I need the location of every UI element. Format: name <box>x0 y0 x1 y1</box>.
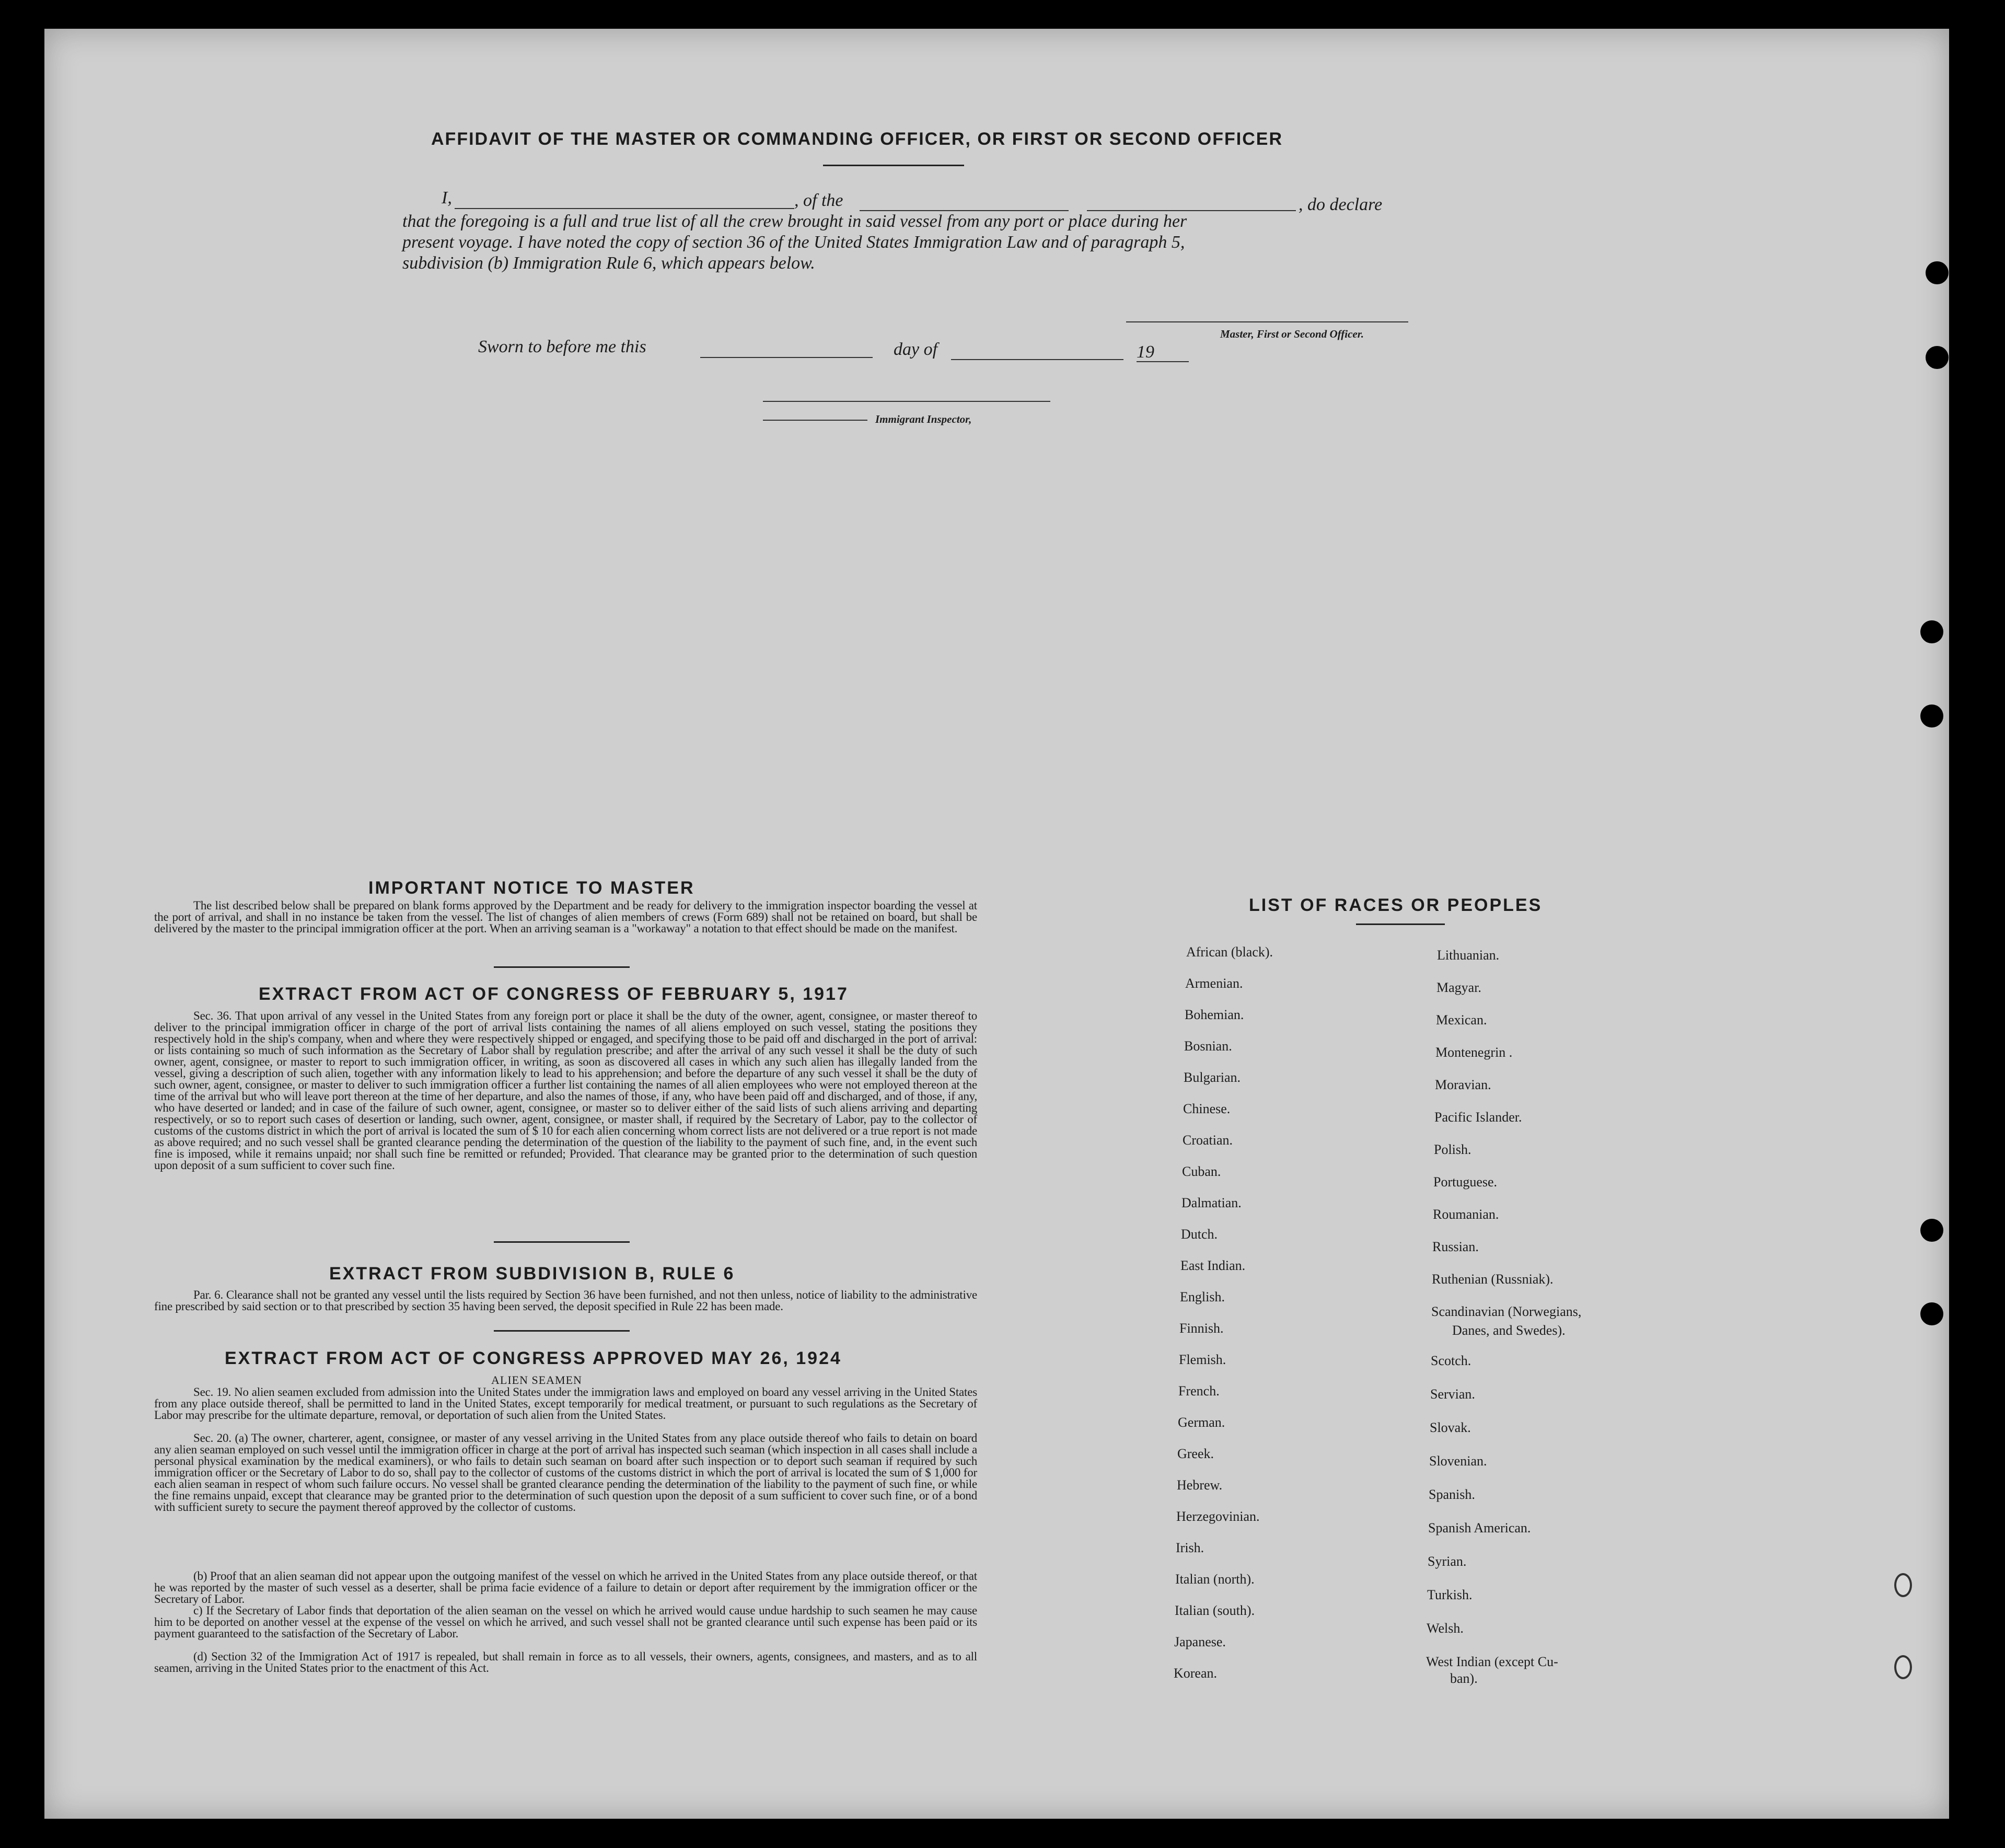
race-item: Bohemian. <box>1185 1007 1244 1022</box>
notice-rule <box>494 966 630 968</box>
race-item: Slovak. <box>1430 1420 1471 1435</box>
race-item: Syrian. <box>1428 1554 1467 1569</box>
punch-hole-ring <box>1894 1655 1912 1679</box>
race-item: Pacific Islander. <box>1434 1110 1522 1125</box>
race-item: Portuguese. <box>1433 1174 1498 1189</box>
race-item: Slovenian. <box>1429 1453 1487 1469</box>
vessel-name-line-2[interactable] <box>1087 210 1296 211</box>
declarant-name-line[interactable] <box>455 208 794 209</box>
race-item: Scandinavian (Norwegians, <box>1431 1304 1582 1319</box>
affidavit-line-1: that the foregoing is a full and true list of all the crew brought in said vessel from any port or place during her <box>402 212 1187 231</box>
extract-rule6-title: EXTRACT FROM SUBDIVISION B, RULE 6 <box>329 1264 735 1284</box>
punch-hole <box>1926 346 1949 369</box>
race-item: Turkish. <box>1427 1587 1473 1602</box>
punch-hole <box>1920 704 1943 727</box>
notice-text: The list described below shall be prepared on blank forms approved by the Department and be ready for delivery to the immigration inspector boarding the vessel at the port of arrival, and shall in no instance be taken from the vessel. The list of changes of alien members of crews (Form 689) shall not be retained on board, but shall be delivered by the master to the principal immigration officer at the port. When an arriving seaman is a "workaway" a notation to that effect should be made on the manifest. <box>154 899 977 935</box>
race-item: Cuban. <box>1182 1164 1221 1179</box>
race-item: Irish. <box>1176 1540 1204 1555</box>
master-signature-label: Master, First or Second Officer. <box>1220 328 1364 340</box>
affidavit-title: AFFIDAVIT OF THE MASTER OR COMMANDING OFFICER, OR FIRST OR SECOND OFFICER <box>431 129 1283 149</box>
affidavit-do-declare-label: , do declare <box>1299 195 1383 214</box>
race-item: Spanish American. <box>1428 1520 1531 1535</box>
race-item: Flemish. <box>1179 1352 1226 1367</box>
race-item: Magyar. <box>1436 980 1481 995</box>
race-item: Hebrew. <box>1177 1477 1223 1493</box>
race-item: German. <box>1178 1415 1225 1430</box>
race-item: Armenian. <box>1185 976 1243 991</box>
races-title-rule <box>1356 923 1445 925</box>
race-item: Servian. <box>1430 1387 1475 1402</box>
sworn-day-line[interactable] <box>700 357 873 358</box>
race-item: Finnish. <box>1179 1321 1224 1336</box>
race-item: Montenegrin . <box>1435 1045 1513 1060</box>
race-item: Spanish. <box>1429 1487 1475 1502</box>
extract-1917-text: Sec. 36. That upon arrival of any vessel in the United States from any foreign port or place it shall be the duty of the owner, agent, consignee, or master thereof to deliver to the principal immigration officer in charge of the port of arrival lists containing the names of all aliens employed on such vessel, stating the positions they respectively hold in the ship's company, when and where they were respectively shipped or engaged, and specifying those to be paid off and discharged in the port of arrival: or lists containing so much of such information as the Secretary of Labor shall by regulation prescribe; and after the arrival of any such vessel it shall be the duty of such owner, agent, consignee, or master to report to such immigration officer, in writing, as soon as discovered all cases in which any such alien has illegally landed from the vessel, giving a description of such alien, together with any information likely to lead to his apprehension; and before the departure of any such vessel it shall be the duty of such owner, agent, consignee, or master to deliver to such immigration officer a further list containing the names of all alien employees who were not employed thereon at the time of the arrival but who will leave port thereon at the time of her departure, and also the names of those, if any, who have been paid off and discharged, and of those, if any, who have deserted or landed; and in case of the failure of such owner, agent, consignee, or master so to deliver either of the said lists of such aliens arriving and departing respectively, or so to report such cases of desertion or landing, such owner, agent, consignee, or master shall, if required by the Secretary of Labor, pay to the collector of customs of the customs district in which the port of arrival is located the sum of $ 10 for each alien concerning whom correct lists are not delivered or a true report is not made as above required; and no such vessel shall be granted clearance pending the determination of the question of the liability to the payment of such fine, and, in the event such fine is imposed, while it remains unpaid; nor shall such fine be remitted or refunded; Provided. That clearance may be granted prior to the determination of such question upon deposit of a sum sufficient to cover such fine. <box>154 1009 977 1172</box>
punch-hole <box>1920 620 1943 643</box>
races-title: LIST OF RACES OR PEOPLES <box>1249 895 1543 915</box>
year-prefix: 19 <box>1137 342 1154 362</box>
punch-hole-ring <box>1894 1573 1912 1597</box>
document-page <box>44 29 1949 1819</box>
race-item: English. <box>1180 1289 1225 1304</box>
race-item: Lithuanian. <box>1437 948 1500 963</box>
extract-1917-rule <box>494 1241 630 1243</box>
race-item: Croatian. <box>1183 1133 1233 1148</box>
sworn-year-line[interactable] <box>1137 361 1189 362</box>
extract-1924-sec20b: (b) Proof that an alien seaman did not appear upon the outgoing manifest of the vessel on which he arrived in the United States from any place outside thereof, or that he was reported by the master of such vessel as a deserter, shall be prima facie evidence of a failure to detain or deport after requirement by the immigration officer or the Secretary of Labor. <box>154 1569 977 1606</box>
race-item: Japanese. <box>1174 1634 1226 1649</box>
extract-1917-title: EXTRACT FROM ACT OF CONGRESS OF FEBRUARY 5, 1917 <box>259 984 849 1004</box>
race-item: Korean. <box>1174 1666 1218 1681</box>
punch-hole <box>1920 1219 1943 1242</box>
race-item: French. <box>1178 1383 1220 1399</box>
race-item: Greek. <box>1177 1446 1214 1461</box>
inspector-signature-line-1[interactable] <box>763 401 1050 402</box>
race-item: Herzegovinian. <box>1176 1509 1260 1524</box>
sworn-month-line[interactable] <box>951 359 1123 360</box>
race-item: East Indian. <box>1180 1258 1246 1273</box>
affidavit-of-the-label: , of the <box>794 191 843 210</box>
extract-1924-title: EXTRACT FROM ACT OF CONGRESS APPROVED MAY 26, 1924 <box>225 1348 842 1368</box>
extract-rule6-text: Par. 6. Clearance shall not be granted any vessel until the lists required by Section 36 have been furnished, and not then unless, notice of liability to the administrative fine prescribed by said section or to that prescribed by section 35 having been served, the deposit specified in Rule 22 has been made. <box>154 1288 977 1313</box>
race-item: Welsh. <box>1427 1621 1464 1636</box>
race-item: West Indian (except Cu- <box>1426 1654 1558 1669</box>
extract-1924-subtitle: ALIEN SEAMEN <box>491 1373 582 1387</box>
affidavit-i-label: I, <box>442 188 452 207</box>
inspector-label: Immigrant Inspector, <box>875 413 972 425</box>
race-item: Bulgarian. <box>1184 1070 1241 1085</box>
race-item: Chinese. <box>1183 1101 1231 1116</box>
race-item: African (black). <box>1186 944 1273 960</box>
sworn-label: Sworn to before me this <box>478 337 646 356</box>
vessel-name-line-1[interactable] <box>860 210 1069 211</box>
affidavit-line-3: subdivision (b) Immigration Rule 6, which appears below. <box>402 253 815 273</box>
extract-rule6-rule <box>494 1330 630 1332</box>
race-item: Ruthenian (Russniak). <box>1432 1272 1554 1287</box>
race-item: Roumanian. <box>1433 1207 1499 1222</box>
extract-1924-sec19: Sec. 19. No alien seamen excluded from admission into the United States under the immigration laws and employed on board any vessel arriving in the United States from any place outside thereof, shall be permitted to land in the United States, except temporarily for medical treatment, or pursuant to such regulations as the Secretary of Labor may prescribe for the ultimate departure, removal, or deportation of such alien from the United States. <box>154 1385 977 1422</box>
race-item-continuation: ban). <box>1450 1671 1478 1686</box>
race-item: Dutch. <box>1181 1227 1218 1242</box>
extract-1924-sec20c: c) If the Secretary of Labor finds that deportation of the alien seaman on the vessel on which he arrived would cause undue hardship to such seamen he may cause him to be deported on another vessel at the expense of the vessel on which he arrived, and such vessel shall not be granted clearance until such expense has been paid or its payment guaranteed to the satisfaction of the Secretary of Labor. <box>154 1604 977 1640</box>
master-signature-line[interactable] <box>1126 321 1408 322</box>
race-item: Scotch. <box>1431 1353 1471 1368</box>
race-item: Bosnian. <box>1184 1038 1232 1054</box>
punch-hole <box>1920 1302 1943 1325</box>
extract-1924-sec20d: (d) Section 32 of the Immigration Act of 1917 is repealed, but shall remain in force as to all vessels, their owners, agents, consignees, and masters, and as to all seamen, arriving in the United States prior to the enactment of this Act. <box>154 1650 977 1674</box>
inspector-signature-line-2[interactable] <box>763 420 867 421</box>
race-item: Russian. <box>1432 1239 1479 1254</box>
race-item: Italian (north). <box>1175 1572 1255 1587</box>
race-item-continuation: Danes, and Swedes). <box>1452 1323 1566 1338</box>
race-item: Polish. <box>1434 1142 1471 1157</box>
extract-1924-sec20a: Sec. 20. (a) The owner, charterer, agent, consignee, or master of any vessel arriving in the United States from any place outside thereof who fails to detain on board any alien seaman employed on such vessel until the immigration officer in charge at the port of arrival has inspected such seaman (which inspection in all cases shall include a personal physical examination by the medical examiners), or who fails to detain such seaman on board after such inspection or to deport such seaman if required by such immigration officer or the Secretary of Labor to do so, shall pay to the collector of customs of the customs district in which the port of arrival is located the sum of $ 1,000 for each alien seaman in respect of whom such failure occurs. No vessel shall be granted clearance pending the determination of the liability to the payment of such fine, or while the fine remains unpaid, except that clearance may be granted prior to the determination of such question upon the deposit of a sum sufficient to cover such fine, or of a bond with sufficient surety to secure the payment thereof approved by the collector of customs. <box>154 1431 977 1514</box>
notice-title: IMPORTANT NOTICE TO MASTER <box>368 878 695 898</box>
day-of-label: day of <box>894 340 938 359</box>
affidavit-title-rule <box>823 165 964 166</box>
race-item: Mexican. <box>1436 1012 1487 1027</box>
race-item: Italian (south). <box>1175 1603 1255 1618</box>
affidavit-line-2: present voyage. I have noted the copy of section 36 of the United States Immigration Law and of paragraph 5, <box>402 233 1185 252</box>
race-item: Moravian. <box>1435 1077 1491 1092</box>
race-item: Dalmatian. <box>1181 1195 1242 1210</box>
punch-hole <box>1926 261 1949 284</box>
